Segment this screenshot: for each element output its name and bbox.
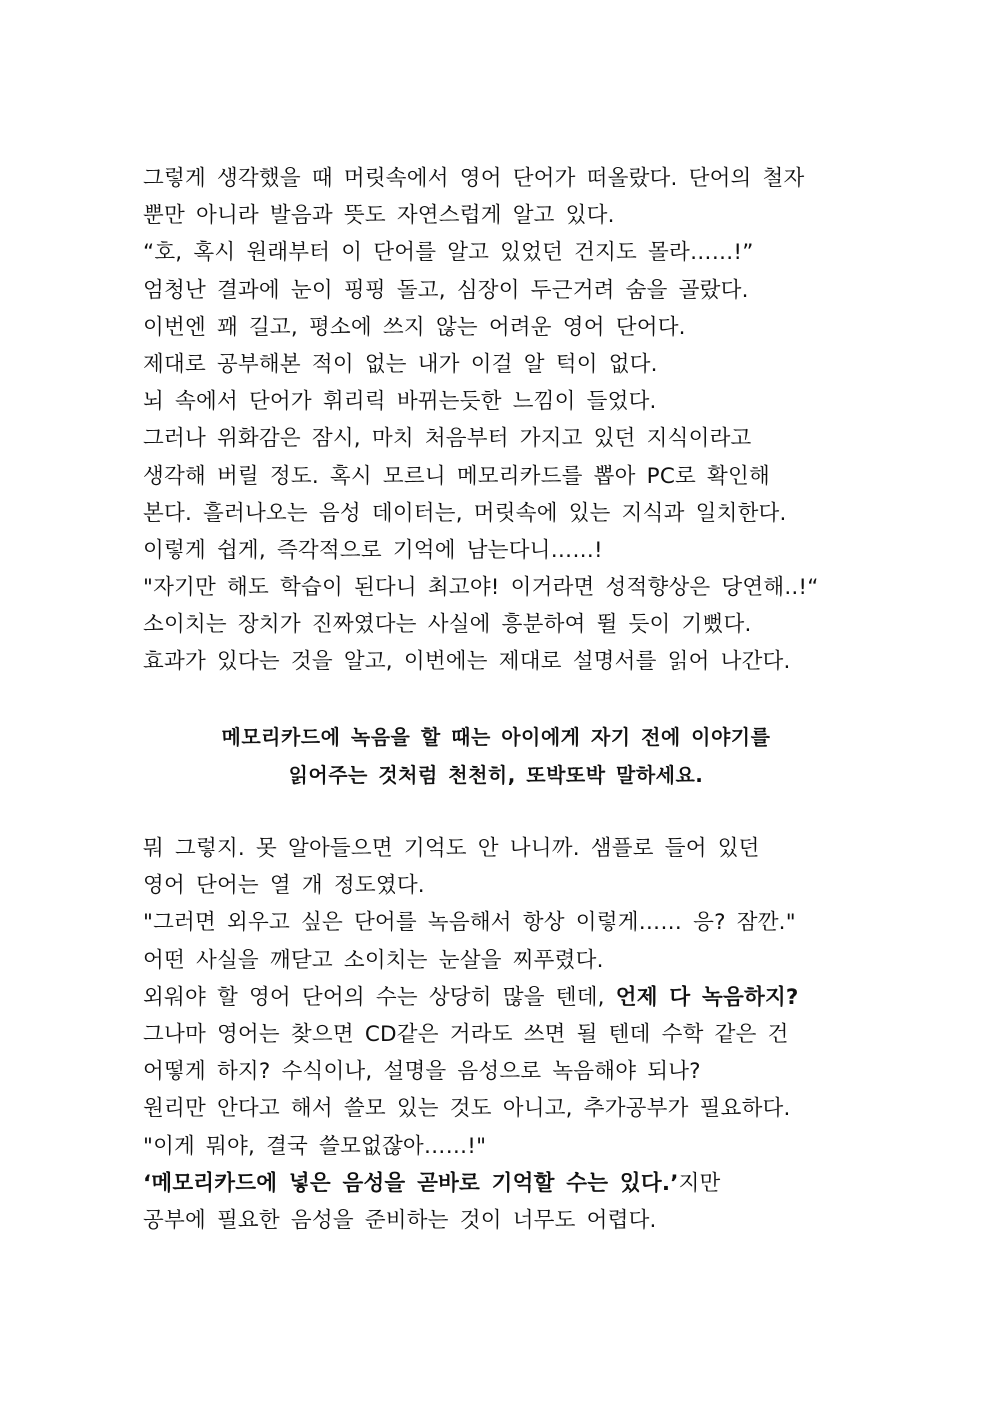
manual-instruction-quote <box>0 718 992 794</box>
text-line: 생각해 버릴 정도. 혹시 모르니 메모리카드를 뽑아 PC로 확인해 <box>143 463 770 489</box>
instruction-line-2: 읽어주는 것처럼 천천히, 또박또박 말하세요. <box>288 763 704 787</box>
text-line: “호, 혹시 원래부터 이 단어를 알고 있었던 건지도 몰라……!” <box>143 240 754 266</box>
paragraph-section-1 <box>143 160 863 681</box>
text-line: 이번엔 꽤 길고, 평소에 쓰지 않는 어려운 영어 단어다. <box>143 314 686 340</box>
text-line-mixed <box>143 1165 863 1202</box>
paragraph-section-2 <box>143 830 863 1239</box>
text-line: 원리만 안다고 해서 쓸모 있는 것도 아니고, 추가공부가 필요하다. <box>143 1096 791 1122</box>
bold-text-run: ‘메모리카드에 넣은 음성을 곧바로 기억할 수는 있다.’ <box>143 1170 679 1196</box>
text-line: 효과가 있다는 것을 알고, 이번에는 제대로 설명서를 읽어 나간다. <box>143 649 791 675</box>
text-line: 그러나 위화감은 잠시, 마치 처음부터 가지고 있던 지식이라고 <box>143 426 752 452</box>
text-line: 뿐만 아니라 발음과 뜻도 자연스럽게 알고 있다. <box>143 203 615 229</box>
text-line: 소이치는 장치가 진짜였다는 사실에 흥분하여 뛸 듯이 기뻤다. <box>143 612 752 638</box>
text-line: 공부에 필요한 음성을 준비하는 것이 너무도 어렵다. <box>143 1207 657 1233</box>
text-line: 뭐 그렇지. 못 알아들으면 기억도 안 나니까. 샘플로 들어 있던 <box>143 836 760 861</box>
text-line: 제대로 공부해본 적이 없는 내가 이걸 알 턱이 없다. <box>143 351 658 377</box>
text-line: "자기만 해도 학습이 된다니 최고야! 이거라면 성적향상은 당연해..!“ <box>143 575 819 601</box>
instruction-line-1: 메모리카드에 녹음을 할 때는 아이에게 자기 전에 이야기를 <box>221 725 771 749</box>
text-run: 지만 <box>678 1170 721 1196</box>
text-run: 외워야 할 영어 단어의 수는 상당히 많을 텐데, <box>143 984 616 1010</box>
text-line: 이렇게 쉽게, 즉각적으로 기억에 남는다니……! <box>143 537 603 563</box>
text-line: 그렇게 생각했을 때 머릿속에서 영어 단어가 떠올랐다. 단어의 철자 <box>143 166 805 191</box>
text-line: "이게 뭐야, 결국 쓸모없잖아……!" <box>143 1133 487 1159</box>
text-line: 뇌 속에서 단어가 휘리릭 바뀌는듯한 느낌이 들었다. <box>143 389 657 415</box>
text-line: 어떻게 하지? 수식이나, 설명을 음성으로 녹음해야 되나? <box>143 1059 701 1085</box>
text-line: "그러면 외우고 싶은 단어를 녹음해서 항상 이렇게…… 응? 잠깐." <box>143 910 796 936</box>
bold-text-run: 언제 다 녹음하지? <box>615 984 799 1010</box>
text-line: 그나마 영어는 찾으면 CD같은 거라도 쓰면 될 텐데 수학 같은 건 <box>143 1021 789 1047</box>
text-line-mixed <box>143 979 863 1016</box>
text-line: 영어 단어는 열 개 정도였다. <box>143 873 425 899</box>
text-line: 엄청난 결과에 눈이 핑핑 돌고, 심장이 두근거려 숨을 골랐다. <box>143 277 749 303</box>
text-line: 본다. 흘러나오는 음성 데이터는, 머릿속에 있는 지식과 일치한다. <box>143 500 787 526</box>
text-line: 어떤 사실을 깨닫고 소이치는 눈살을 찌푸렸다. <box>143 947 604 973</box>
